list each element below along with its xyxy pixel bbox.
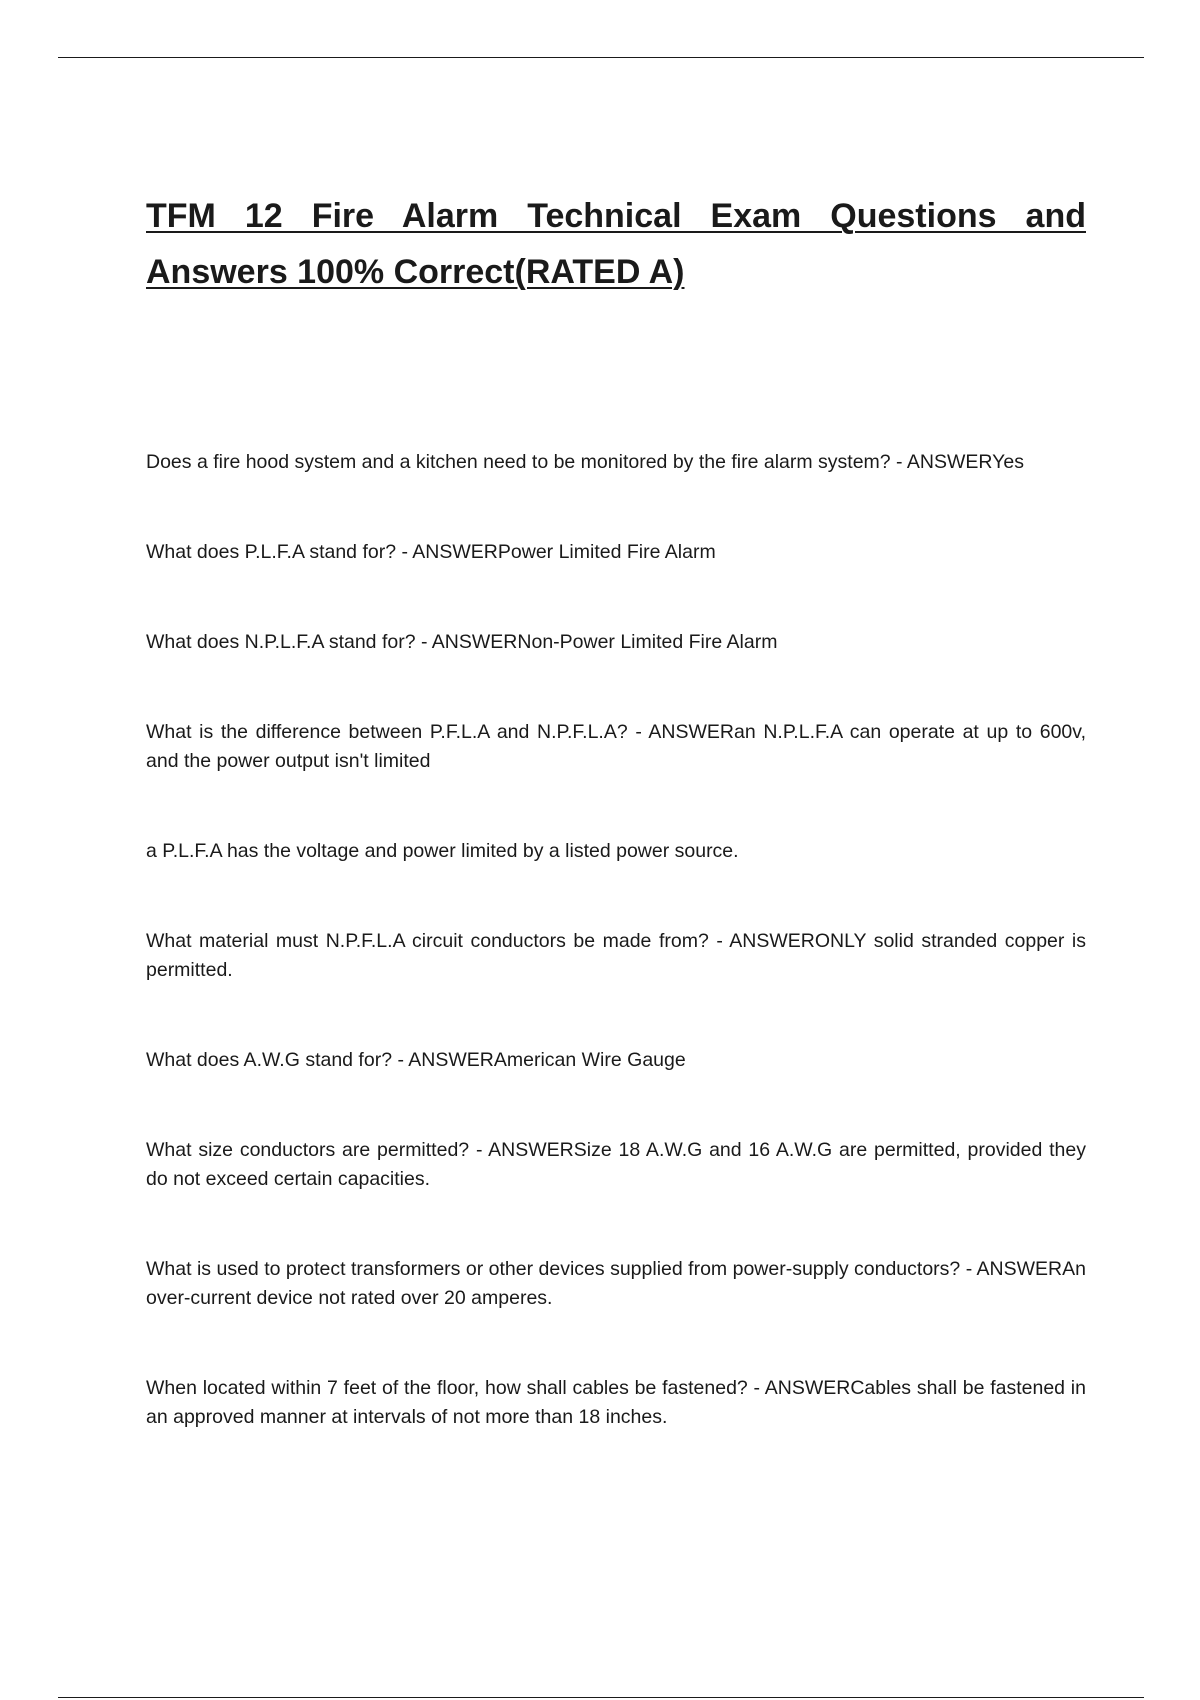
qa-paragraph-3: What does N.P.L.F.A stand for? - ANSWERNon-Power Limited Fire Alarm: [146, 631, 778, 653]
qa-paragraph-5: a P.L.F.A has the voltage and power limited by a listed power source.: [146, 840, 739, 862]
qa-paragraph-1: Does a fire hood system and a kitchen need to be monitored by the fire alarm system? - ANSWERYes: [146, 451, 1024, 473]
qa-paragraph-10: When located within 7 feet of the floor, how shall cables be fastened? - ANSWERCables shall be fastened in an approved manner at intervals of not more than 18 inches.: [146, 1377, 1086, 1428]
header-rule: [58, 57, 1144, 58]
footer-rule: [58, 1697, 1144, 1698]
document-body: [146, 448, 1086, 1493]
qa-paragraph-2: What does P.L.F.A stand for? - ANSWERPower Limited Fire Alarm: [146, 541, 716, 563]
qa-paragraph-4: What is the difference between P.F.L.A and N.P.F.L.A? - ANSWERan N.P.L.F.A can operate at up to 600v, and the power output isn't limited: [146, 721, 1086, 772]
qa-paragraph-6: What material must N.P.F.L.A circuit conductors be made from? - ANSWERONLY solid stranded copper is permitted.: [146, 930, 1086, 981]
document-title: TFM 12 Fire Alarm Technical Exam Questions and Answers 100% Correct(RATED A): [146, 197, 1086, 291]
qa-paragraph-7: What does A.W.G stand for? - ANSWERAmerican Wire Gauge: [146, 1049, 686, 1071]
qa-paragraph-9: What is used to protect transformers or other devices supplied from power-supply conductors? - ANSWERAn over-current device not rated over 20 amperes.: [146, 1258, 1086, 1309]
qa-paragraph-8: What size conductors are permitted? - ANSWERSize 18 A.W.G and 16 A.W.G are permitted, provided they do not exceed certain capacities.: [146, 1139, 1086, 1190]
